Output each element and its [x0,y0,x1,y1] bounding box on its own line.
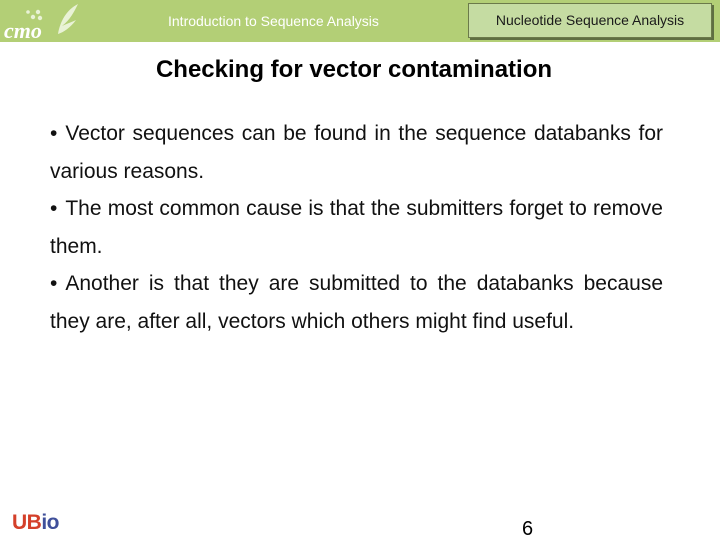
page-number: 6 [522,518,534,540]
bullet-marker: • [50,272,58,295]
bullet-text: The most common cause is that the submitters forget to remove them. [50,197,663,258]
bullet-text: Another is that they are submitted to the databanks because they are, after all, vectors which others might find useful. [50,272,663,333]
header-title: Introduction to Sequence Analysis [168,13,379,29]
bullet-list [50,115,663,340]
header-topic-label: Nucleotide Sequence Analysis [495,12,685,28]
bullet-marker: • [50,122,58,145]
header-topic-box [468,3,712,38]
logo-text: cmo [4,18,42,42]
bullet-item [50,115,663,190]
ubio-logo-left: UB [12,511,42,534]
bullet-item [50,190,663,265]
bullet-item [50,265,663,340]
cmo-logo [0,0,96,42]
ubio-logo-right: io [41,511,60,534]
bullet-marker: • [50,197,58,220]
ubio-logo [12,511,59,535]
slide-title: Checking for vector contamination [155,56,553,83]
header-bar [0,0,720,42]
bullet-text: Vector sequences can be found in the sequence databanks for various reasons. [50,122,663,183]
